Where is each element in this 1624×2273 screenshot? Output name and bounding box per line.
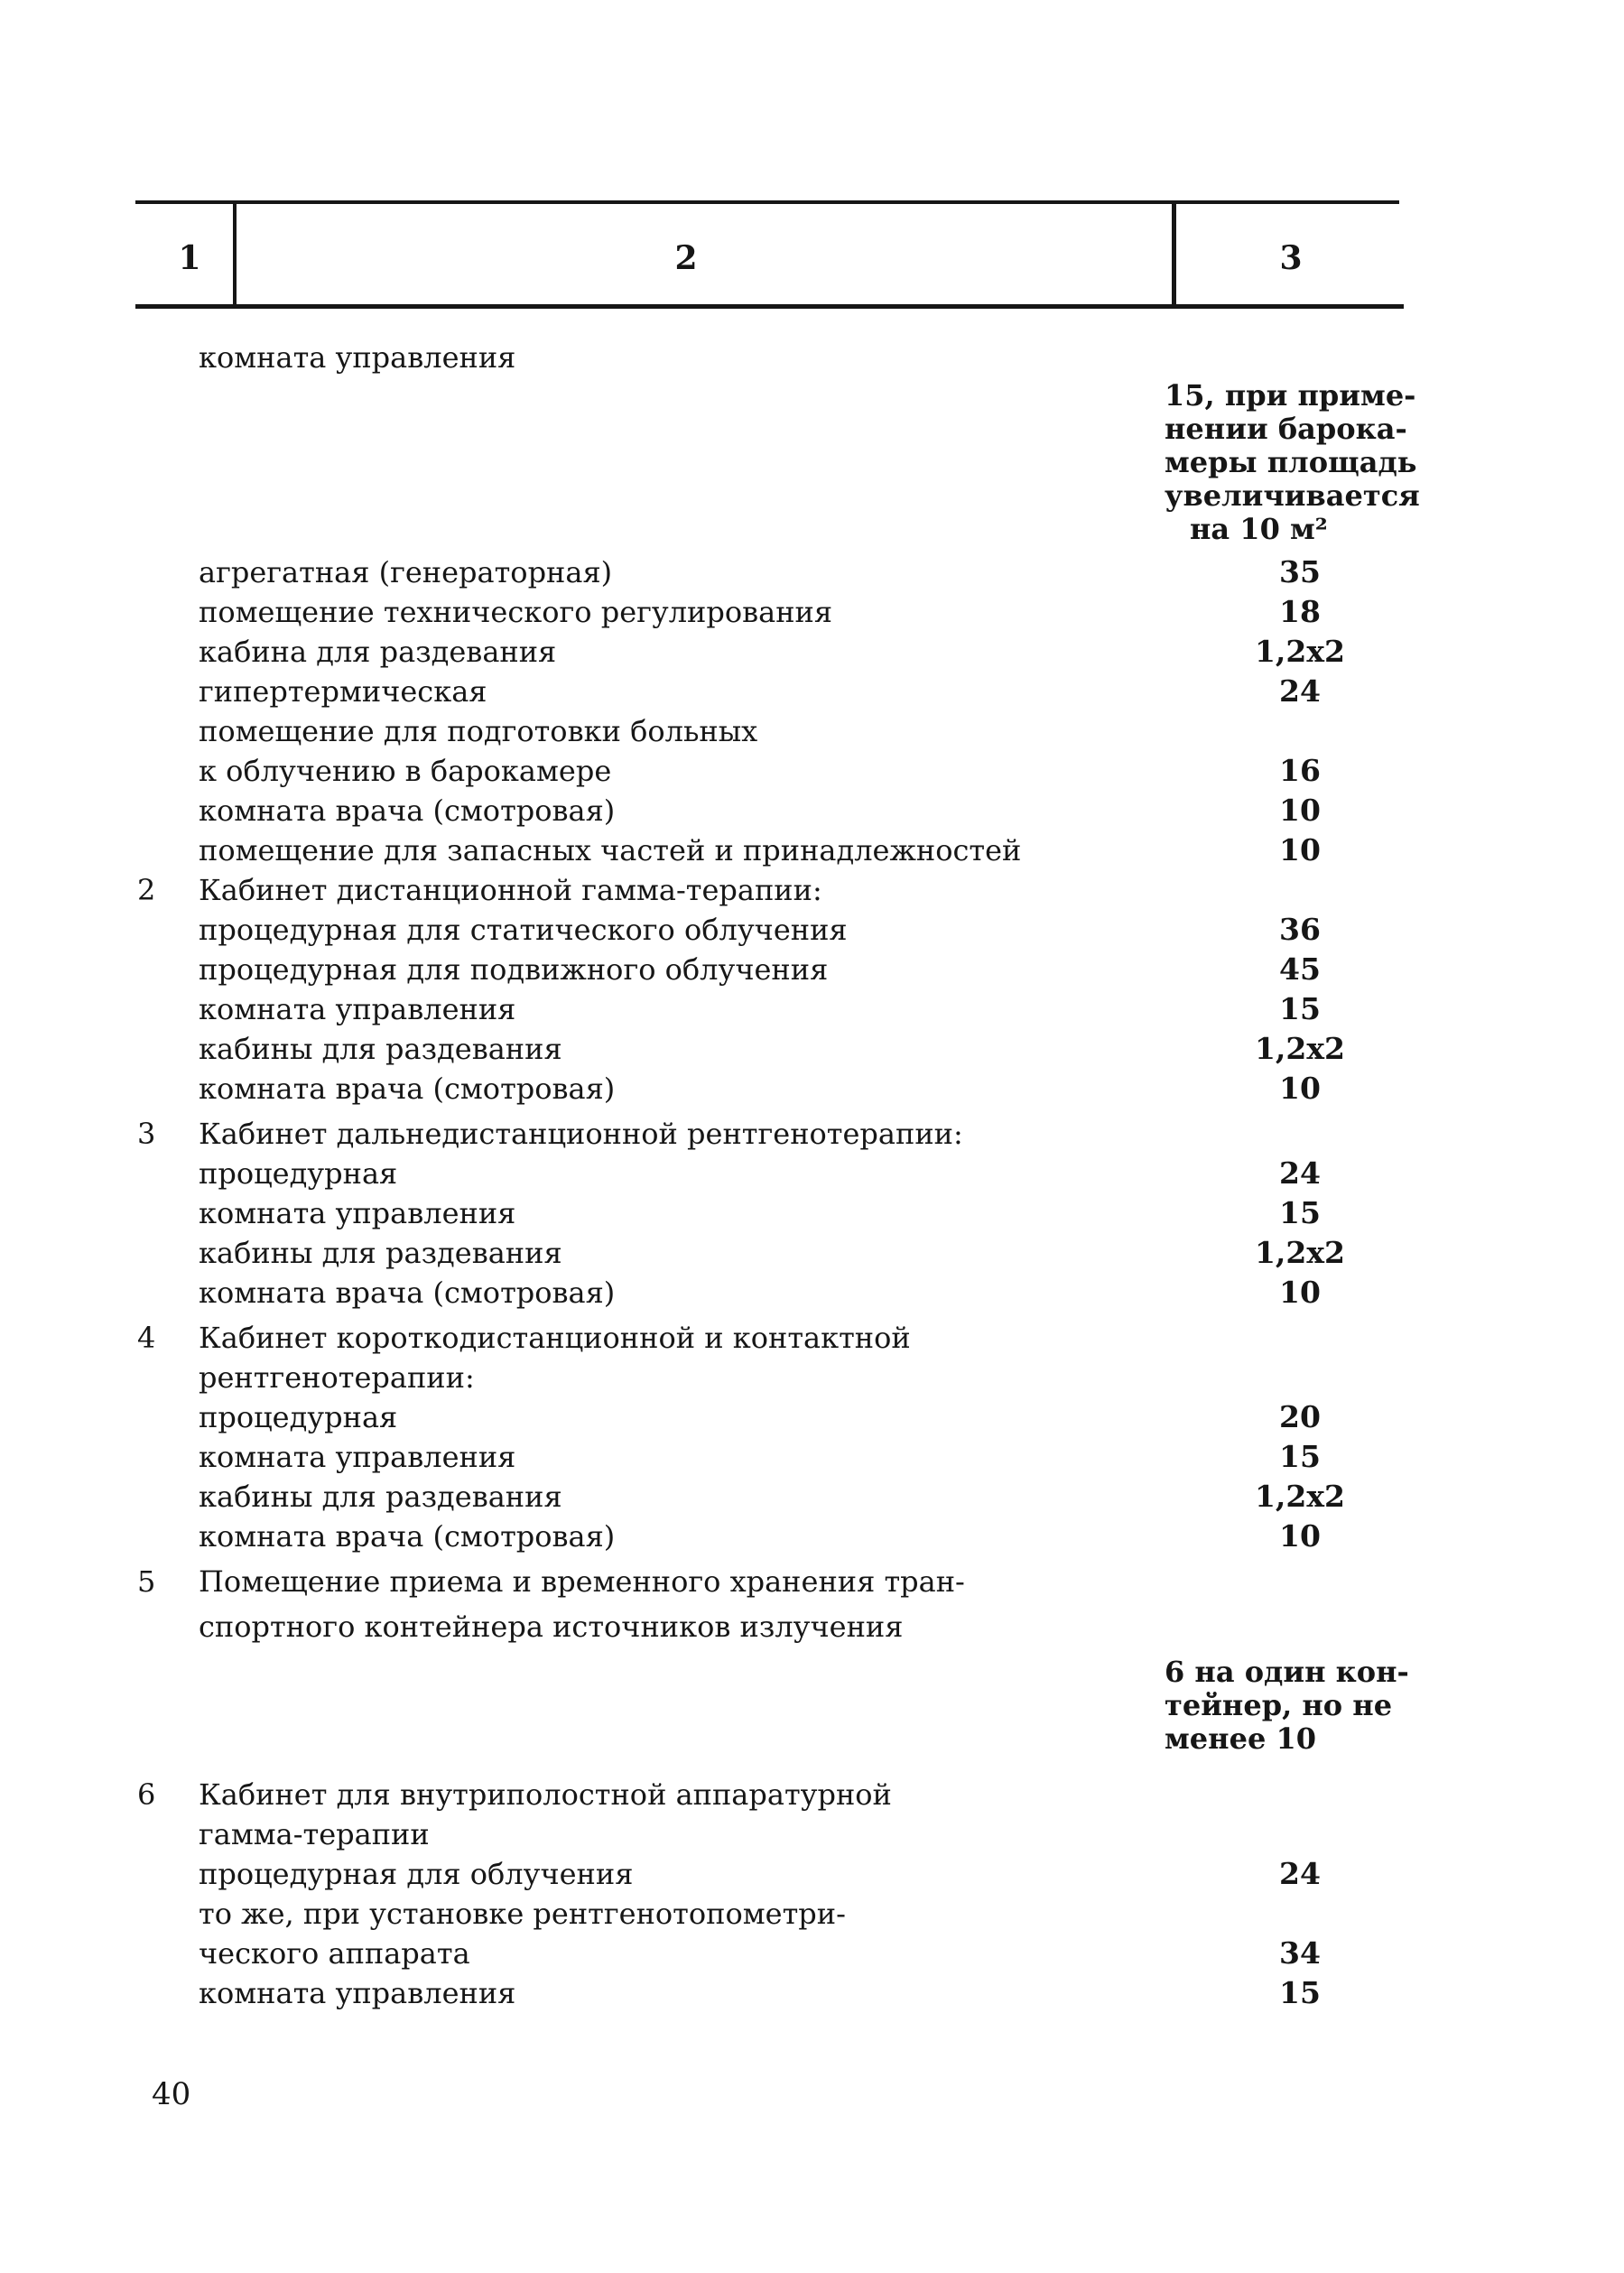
header-top-rule [135,200,1399,204]
row-text: спортного контейнера источников излучения [199,1610,904,1644]
table-row [0,1069,1624,1109]
table-row [0,1437,1624,1477]
row-text: ческого аппарата [199,1936,470,1971]
row-value: 15 [1279,1439,1321,1474]
table-row [0,1154,1624,1193]
table-row [0,1562,1624,1601]
row-number: 5 [137,1564,156,1599]
header-col-2: 2 [674,239,698,277]
table-row [0,1477,1624,1517]
table-row [0,1814,1624,1854]
row-value: 45 [1279,951,1321,987]
row-text: Кабинет дальнедистанционной рентгенотерапии: [199,1117,963,1151]
row-value: 35 [1279,554,1321,589]
row-value: 10 [1279,1518,1321,1554]
table-row [0,672,1624,711]
row-text: то же, при установке рентгенотопометри- [199,1897,846,1931]
row-text: рентгенотерапии: [199,1360,475,1395]
table-row [0,1517,1624,1556]
row-text: процедурная для облучения [199,1857,634,1891]
row-text: к облучению в барокамере [199,754,612,788]
table-row [0,1854,1624,1894]
page-number: 40 [152,2076,191,2112]
table-row [0,338,1624,377]
row-text: кабины для раздевания [199,1480,562,1514]
note-line: тейнер, но не [1165,1688,1393,1722]
row-value: 1,2x2 [1254,1479,1346,1514]
row-value: 1,2x2 [1254,1235,1346,1270]
row-text: Помещение приема и временного хранения тран- [199,1564,965,1599]
header-divider-1 [233,200,237,304]
table-row [0,711,1624,751]
row-text: Кабинет для внутриполостной аппаратурной [199,1777,892,1812]
row-value: 24 [1279,1856,1321,1891]
row-value: 15 [1279,1195,1321,1230]
table-row [0,1273,1624,1313]
note-line: меры площадь [1165,445,1417,479]
row-text: процедурная для статического облучения [199,913,848,947]
table-row [0,1934,1624,1973]
row-text: помещение для запасных частей и принадлежностей [199,833,1022,867]
row-text: помещение для подготовки больных [199,714,758,748]
table-row [0,1973,1624,2013]
table-row [0,592,1624,632]
row-value: 34 [1279,1935,1321,1971]
note-barochamber [1165,379,1435,546]
row-value: 24 [1279,1155,1321,1191]
row-value: 18 [1279,594,1321,629]
row-value: 36 [1279,912,1321,947]
note-line: 6 на один кон- [1165,1655,1409,1689]
table-row [0,1775,1624,1814]
row-text: процедурная [199,1156,398,1191]
row-value: 15 [1279,1975,1321,2010]
row-text: комната врача (смотровая) [199,1276,616,1310]
row-text: гамма-терапии [199,1817,430,1851]
note-line: увеличивается [1165,478,1420,513]
table-row [0,1029,1624,1069]
row-text: помещение технического регулирования [199,595,833,629]
row-text: комната управления [199,992,516,1026]
row-value: 1,2x2 [1254,634,1346,669]
row-value: 15 [1279,991,1321,1026]
header-bottom-rule [135,304,1404,309]
table-row [0,1358,1624,1397]
row-text: кабины для раздевания [199,1236,562,1270]
row-text: комната управления [199,1976,516,2010]
row-value: 1,2x2 [1254,1031,1346,1066]
table-row [0,950,1624,989]
row-number: 3 [137,1117,156,1151]
row-text: процедурная для подвижного облучения [199,952,829,987]
row-value: 10 [1279,1071,1321,1106]
table-row [0,1397,1624,1437]
table-row [0,1318,1624,1358]
row-number: 2 [137,873,156,907]
note-line: нении барока- [1165,412,1407,446]
header-col-3: 3 [1279,239,1303,277]
row-value: 10 [1279,793,1321,828]
table-row [0,870,1624,910]
row-text: комната управления [199,1196,516,1230]
header-divider-2 [1172,200,1176,304]
row-value: 20 [1279,1399,1321,1434]
table-row [0,552,1624,592]
row-text: кабины для раздевания [199,1032,562,1066]
row-text: Кабинет короткодистанционной и контактной [199,1321,911,1355]
row-text: гипертермическая [199,674,487,709]
row-text: комната врача (смотровая) [199,1072,616,1106]
row-text: кабина для раздевания [199,635,557,669]
table-row [0,632,1624,672]
note-line: менее 10 [1165,1721,1316,1756]
table-row [0,910,1624,950]
row-text: комната управления [199,340,516,375]
table-row [0,1894,1624,1934]
row-value: 10 [1279,832,1321,867]
row-text: комната врача (смотровая) [199,793,616,828]
table-row [0,791,1624,830]
row-text: процедурная [199,1400,398,1434]
note-line: 15, при приме- [1165,378,1416,413]
row-value: 24 [1279,673,1321,709]
note-container [1165,1656,1435,1756]
table-row [0,830,1624,870]
table-row [0,751,1624,791]
row-text: комната врача (смотровая) [199,1519,616,1554]
header-col-1: 1 [178,239,201,277]
table-row [0,1607,1624,1647]
table-row [0,1193,1624,1233]
table-row [0,1114,1624,1154]
row-value: 10 [1279,1275,1321,1310]
row-value: 16 [1279,753,1321,788]
note-line: на 10 м² [1190,512,1328,546]
table-row [0,989,1624,1029]
row-text: комната управления [199,1440,516,1474]
row-text: Кабинет дистанционной гамма-терапии: [199,873,822,907]
row-number: 6 [137,1777,156,1812]
row-text: агрегатная (генераторная) [199,555,613,589]
row-number: 4 [137,1321,156,1355]
table-row [0,1233,1624,1273]
